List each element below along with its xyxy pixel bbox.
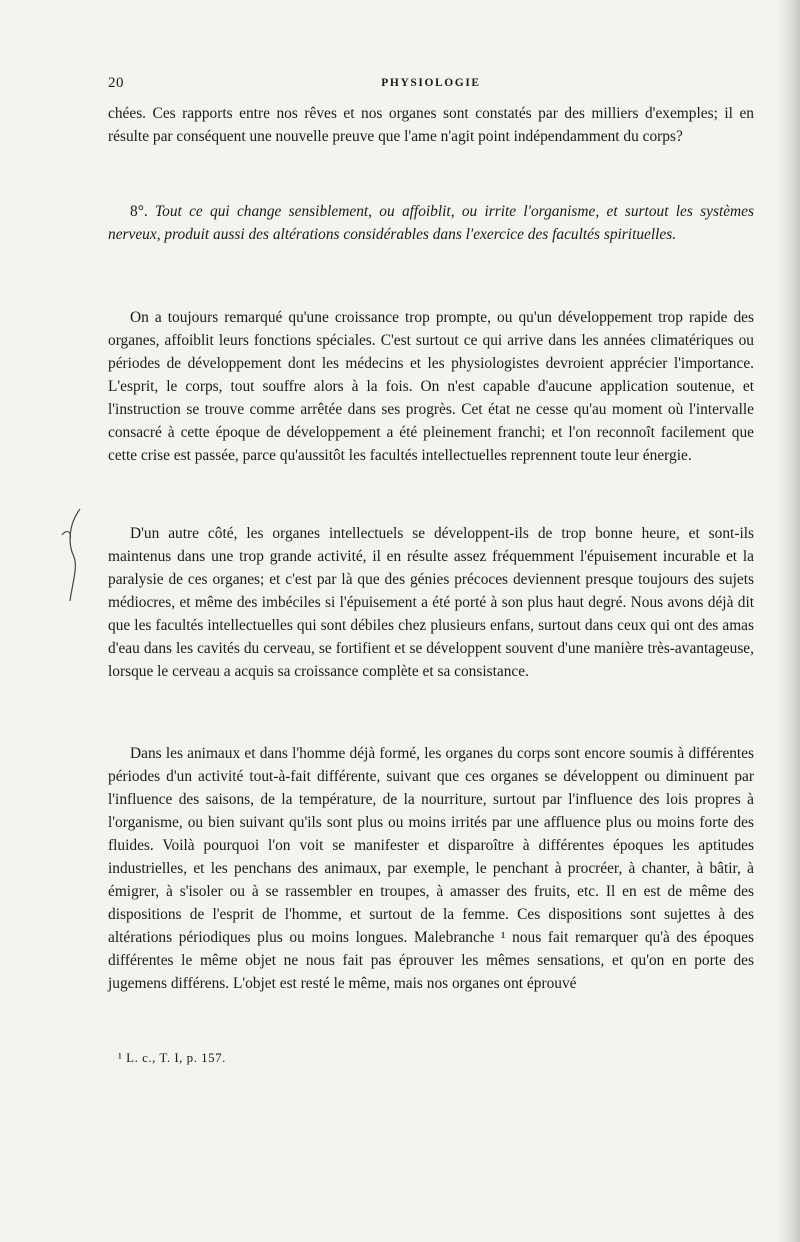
footnote: ¹ L. c., T. I, p. 157. xyxy=(118,1050,226,1065)
handwritten-margin-mark-icon xyxy=(54,505,94,605)
paragraph xyxy=(108,742,754,995)
paragraph-numbered-proposition xyxy=(108,200,754,246)
page-edge-shadow xyxy=(778,0,800,1242)
proposition-statement: Tout ce qui change sensiblement, ou affoiblit, ou irrite l'organisme, et surtout les systèmes nerveux, produit aussi des altérations considérables dans l'exercice des facultés spirituelles. xyxy=(108,203,754,243)
paragraph-text: Dans les animaux et dans l'homme déjà formé, les organes du corps sont encore soumis à différentes périodes d'un activité tout-à-fait différente, suivant que ces organes se développent ou diminuent par l'influence des saisons, de la température, de la nourriture, surtout par l'influence des lois propres à l'organisme, ou bien suivant qu'ils sont plus ou moins irrités par une affluence plus ou moins forte des fluides. Voilà pourquoi l'on voit se manifester et disparoître à différentes époques les aptitudes industrielles, et les penchans des animaux, par exemple, le penchant à procréer, à chanter, à bâtir, à émigrer, à s'isoler ou à se rassembler en troupes, à amasser des fruits, etc. Il en est de même des dispositions de l'esprit de l'homme, et surtout de la femme. Ces dispositions sont sujettes à des altérations périodiques plus ou moins longues. Malebranche ¹ nous fait remarquer qu'à des époques différentes le même objet ne nous fait pas éprouver les mêmes sensations, et qu'on en porte des jugemens différens. L'objet est resté le même, mais nos organes ont éprouvé xyxy=(108,745,754,992)
paragraph xyxy=(108,522,754,683)
paragraph-text: D'un autre côté, les organes intellectuels se développent-ils de trop bonne heure, et sont-ils maintenus dans une trop grande activité, il en résulte assez fréquemment l'épuisement incurable et la paralysie de ces organes; et c'est par là que des génies précoces deviennent presque toujours des sujets médiocres, et même des imbéciles si l'épuisement a été porté à son plus haut degré. Nous avons déjà dit que les facultés intellectuelles qui sont débiles chez plusieurs enfans, surtout dans ceux qui ont des amas d'eau dans les cavités du cerveau, se fortifient et se développent souvent d'une manière très-avantageuse, lorsque le cerveau a acquis sa croissance complète et sa consistance. xyxy=(108,525,754,680)
running-title: PHYSIOLOGIE xyxy=(381,77,481,89)
paragraph-continuation xyxy=(108,102,754,148)
paragraph xyxy=(108,306,754,467)
paragraph-text: On a toujours remarqué qu'une croissance trop prompte, ou qu'un développement trop rapide des organes, affoiblit leurs fonctions spéciales. C'est surtout ce qui arrive dans les années climatériques ou périodes de développement dont les médecins et les physiologistes devroient apprécier l'importance. L'esprit, le corps, tout souffre alors à la fois. On n'est capable d'aucune application soutenue, et l'instruction se trouve comme arrêtée dans ses progrès. Cet état ne cesse qu'au moment où l'intervalle consacré à cette époque de développement a été pleinement franchi; et l'on reconnoît facilement que cette crise est passée, parce qu'aussitôt les facultés intellectuelles reprennent toute leur énergie. xyxy=(108,309,754,464)
page-number: 20 xyxy=(108,75,124,91)
page-header xyxy=(108,75,754,97)
proposition-number: 8°. xyxy=(130,203,148,220)
proposition-text xyxy=(108,200,754,246)
paragraph-text: chées. Ces rapports entre nos rêves et nos organes sont constatés par des milliers d'exemples; il en résulte par conséquent une nouvelle preuve que l'ame n'agit point indépendamment du corps? xyxy=(108,105,754,145)
